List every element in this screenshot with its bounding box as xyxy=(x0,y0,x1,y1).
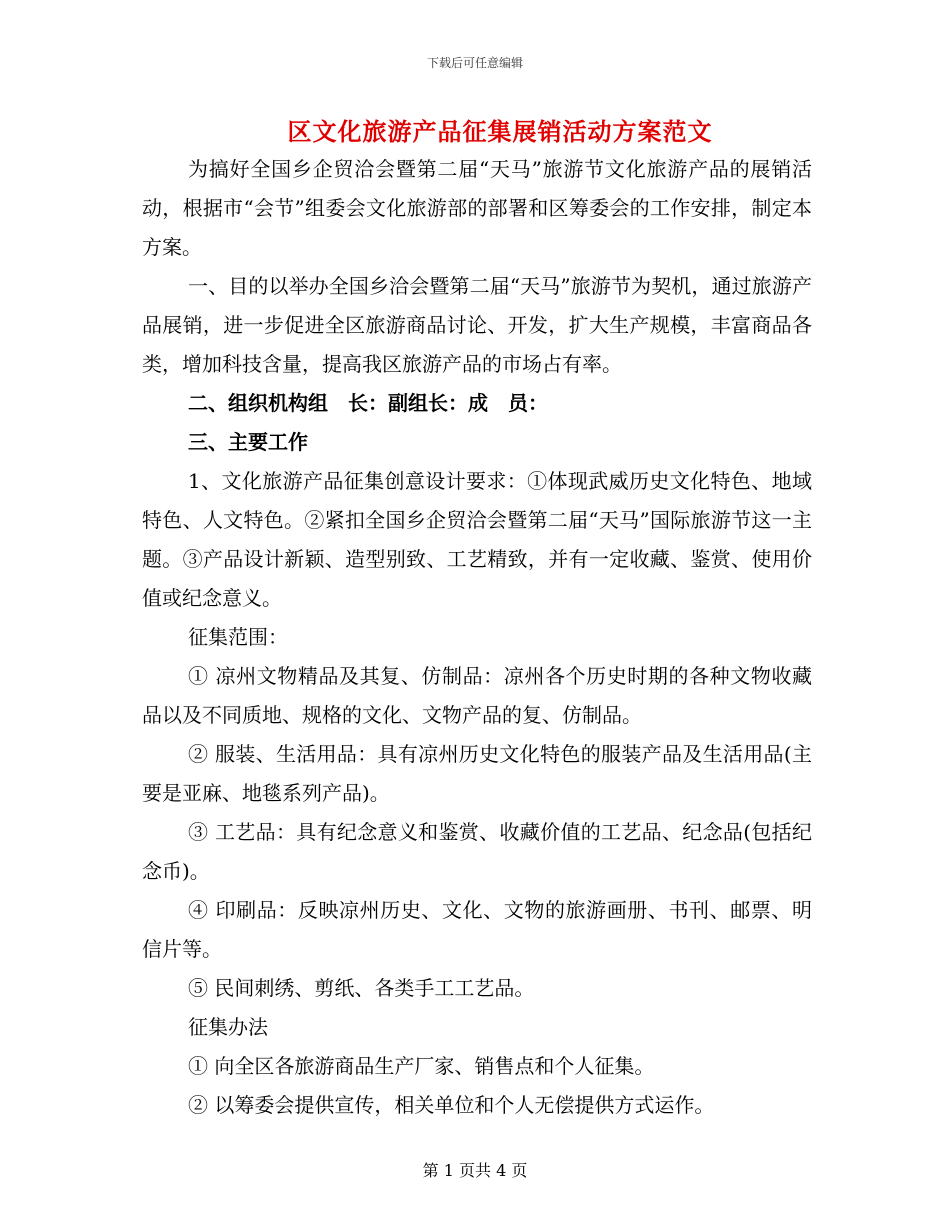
page-footer: 第 1 页共 4 页 xyxy=(422,1161,528,1180)
label-collection-scope: 征集范围： xyxy=(188,625,288,649)
list-item-scope-1: ① 凉州文物精品及其复、仿制品：凉州各个历史时期的各种文物收藏品以及不同质地、规格的文化、文物产品的复、仿制品。 xyxy=(142,664,812,727)
paragraph-design-requirements: 1、文化旅游产品征集创意设计要求：①体现武威历史文化特色、地域特色、人文特色。②紧扣全国乡企贸洽会暨第二届“天马”国际旅游节这一主题。③产品设计新颖、造型别致、工艺精致，并有一定收藏、鉴赏、使用价值或纪念意义。 xyxy=(142,469,812,610)
header-note: 下载后可任意编辑 xyxy=(426,56,523,70)
document-title: 区文化旅游产品征集展销活动方案范文 xyxy=(287,117,713,146)
list-item-method-1: ① 向全区各旅游商品生产厂家、销售点和个人征集。 xyxy=(188,1054,655,1078)
heading-main-work: 三、主要工作 xyxy=(188,430,308,454)
list-item-scope-3: ③ 工艺品：具有纪念意义和鉴赏、收藏价值的工艺品、纪念品(包括纪念币)。 xyxy=(142,820,812,883)
paragraph-purpose: 一、目的以举办全国乡洽会暨第二届“天马”旅游节为契机，通过旅游产品展销，进一步促进全区旅游商品讨论、开发，扩大生产规模，丰富商品各类，增加科技含量，提高我区旅游产品的市场占有率。 xyxy=(142,274,812,376)
label-collection-method: 征集办法 xyxy=(188,1015,268,1039)
heading-organization: 二、组织机构组 长：副组长：成 员： xyxy=(188,391,548,415)
list-item-scope-5: ⑤ 民间刺绣、剪纸、各类手工工艺品。 xyxy=(188,976,535,1000)
paragraph-intro: 为搞好全国乡企贸洽会暨第二届“天马”旅游节文化旅游产品的展销活动，根据市“会节”组委会文化旅游部的部署和区筹委会的工作安排，制定本方案。 xyxy=(142,157,812,259)
document-body xyxy=(142,150,812,1125)
list-item-scope-2: ② 服装、生活用品：具有凉州历史文化特色的服装产品及生活用品(主要是亚麻、地毯系列产品)。 xyxy=(142,742,812,805)
list-item-method-2: ② 以筹委会提供宣传，相关单位和个人无偿提供方式运作。 xyxy=(188,1093,715,1117)
list-item-scope-4: ④ 印刷品：反映凉州历史、文化、文物的旅游画册、书刊、邮票、明信片等。 xyxy=(142,898,812,961)
